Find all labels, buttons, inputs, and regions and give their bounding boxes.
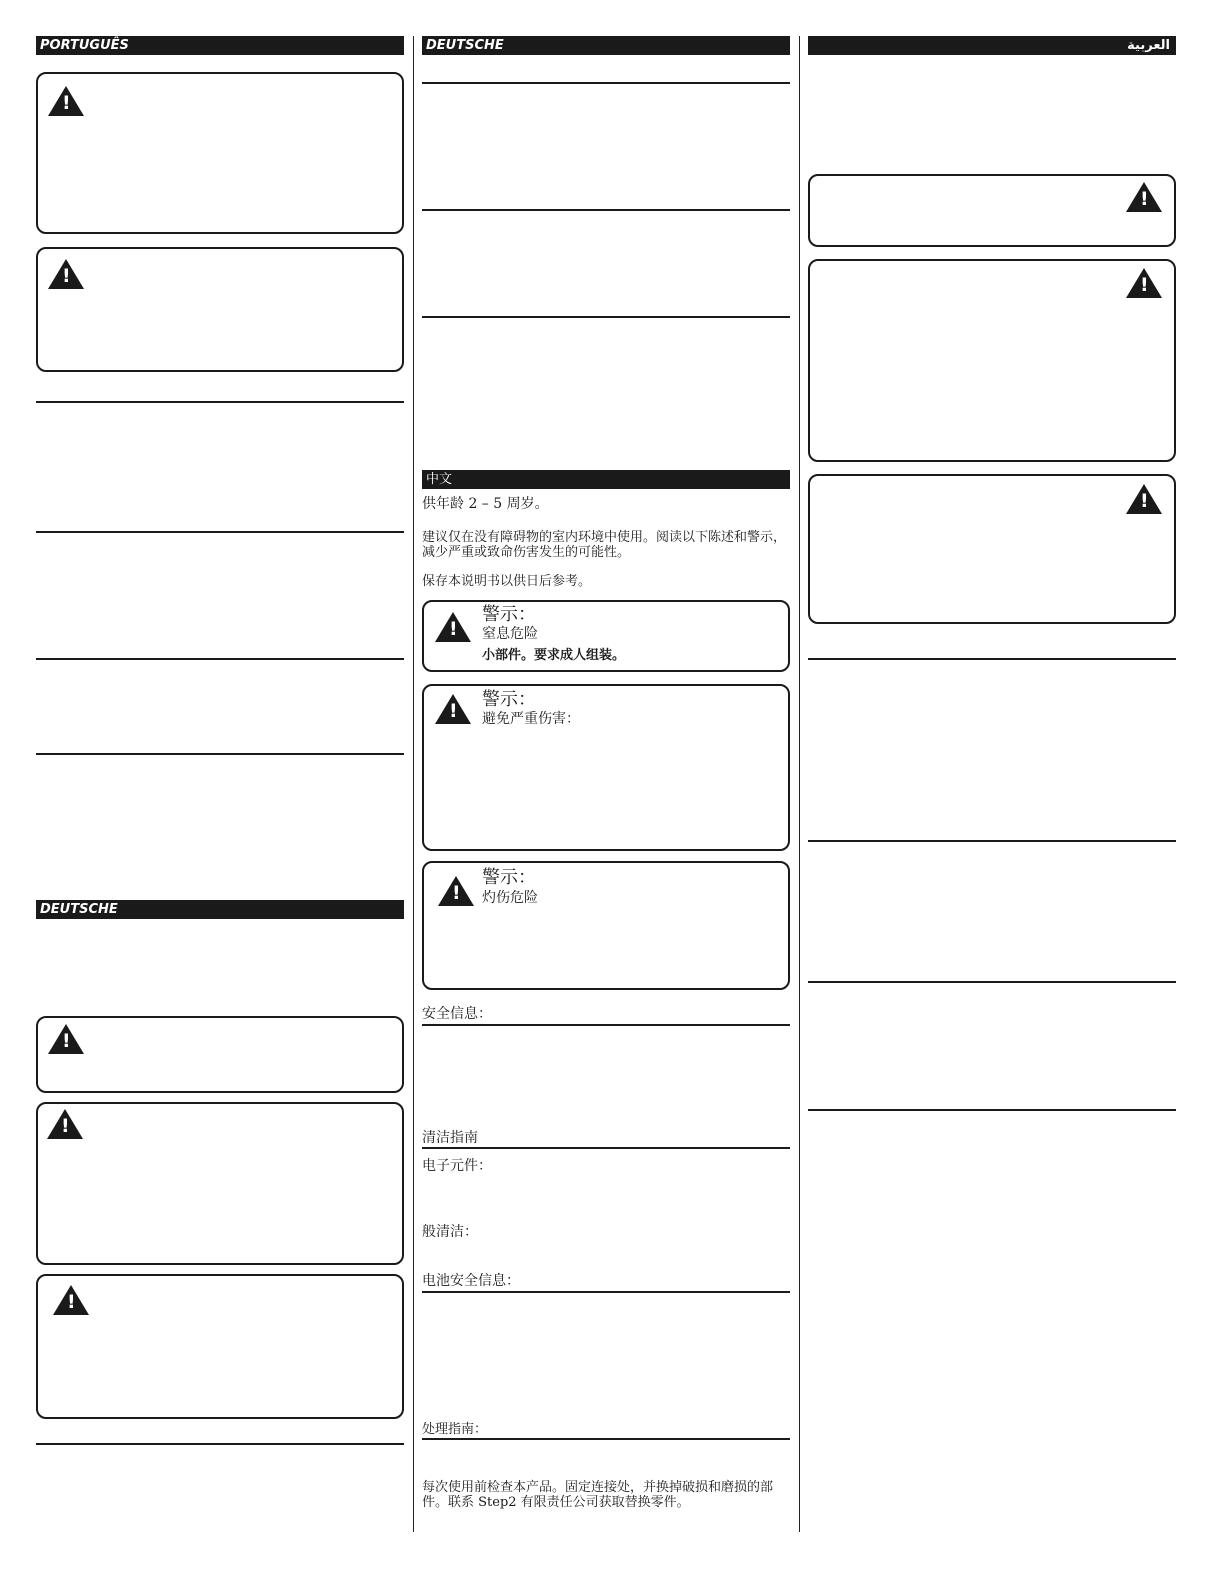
warning-triangle-icon (435, 612, 471, 642)
german-header-bar: DEUTSCHE (422, 36, 790, 55)
warning-triangle-icon (1126, 268, 1162, 298)
footer-text: 每次使用前检查本产品。固定连接处，并换掉破损和磨损的部件。联系 Step2 有限责任公司获取替换零件。 (422, 1480, 774, 1510)
warning-box (808, 174, 1176, 247)
section-rule (36, 531, 404, 533)
section-rule (422, 316, 790, 318)
warning-body: 小部件。要求成人组装。 (482, 648, 626, 663)
section-rule (808, 1109, 1176, 1111)
battery-heading: 电池安全信息： (422, 1273, 520, 1289)
column-divider-right (799, 36, 800, 1532)
warning-triangle-icon (48, 259, 84, 289)
warning-box (808, 259, 1176, 462)
age-text: 供年龄 2 – 5 周岁。 (422, 496, 549, 512)
column-divider-left (413, 36, 414, 1532)
warning-subtitle: 窒息危险 (482, 626, 538, 642)
warning-triangle-icon (438, 876, 474, 906)
section-rule (422, 1024, 790, 1026)
warning-box (36, 72, 404, 234)
electronics-label: 电子元件： (422, 1158, 492, 1174)
warning-triangle-icon (53, 1285, 89, 1315)
section-rule (422, 82, 790, 84)
warning-triangle-icon (47, 1109, 83, 1139)
burn-warning-box (422, 861, 790, 990)
warning-triangle-icon (48, 1024, 84, 1054)
warning-title: 警示： (482, 604, 536, 625)
arabic-header-bar: العربية (808, 36, 1176, 55)
section-rule (36, 658, 404, 660)
portuguese-header-bar: PORTUGUÊS (36, 36, 404, 55)
warning-title: 警示： (482, 689, 536, 710)
section-rule (422, 1147, 790, 1149)
general-cleaning-label: 般清洁： (422, 1224, 478, 1240)
section-rule (422, 209, 790, 211)
warning-triangle-icon (1126, 182, 1162, 212)
warning-box (36, 247, 404, 372)
warning-title: 警示： (482, 867, 536, 888)
section-rule (808, 658, 1176, 660)
section-rule (422, 1291, 790, 1293)
warning-triangle-icon (435, 694, 471, 724)
section-rule (36, 1443, 404, 1445)
disposal-heading: 处理指南： (422, 1422, 488, 1437)
warning-triangle-icon (1126, 484, 1162, 514)
warning-box (36, 1274, 404, 1419)
safety-heading: 安全信息： (422, 1006, 492, 1022)
chinese-header-bar: 中文 (422, 470, 790, 489)
warning-subtitle: 灼伤危险 (482, 890, 538, 906)
german-header-bar: DEUTSCHE (36, 900, 404, 919)
warning-box (808, 474, 1176, 624)
cleaning-heading: 清洁指南 (422, 1130, 478, 1146)
warning-triangle-icon (48, 86, 84, 116)
choking-warning-box (422, 600, 790, 672)
warning-box (36, 1102, 404, 1265)
intro-text: 建议仅在没有障碍物的室内环境中使用。阅读以下陈述和警示，减少严重或致命伤害发生的可能性。 (422, 530, 787, 560)
warning-box (36, 1016, 404, 1093)
injury-warning-box (422, 684, 790, 851)
keep-instructions-text: 保存本说明书以供日后参考。 (422, 574, 592, 589)
section-rule (808, 840, 1176, 842)
section-rule (422, 1438, 790, 1440)
warning-subtitle: 避免严重伤害： (482, 711, 580, 727)
section-rule (36, 753, 404, 755)
section-rule (808, 981, 1176, 983)
section-rule (36, 401, 404, 403)
